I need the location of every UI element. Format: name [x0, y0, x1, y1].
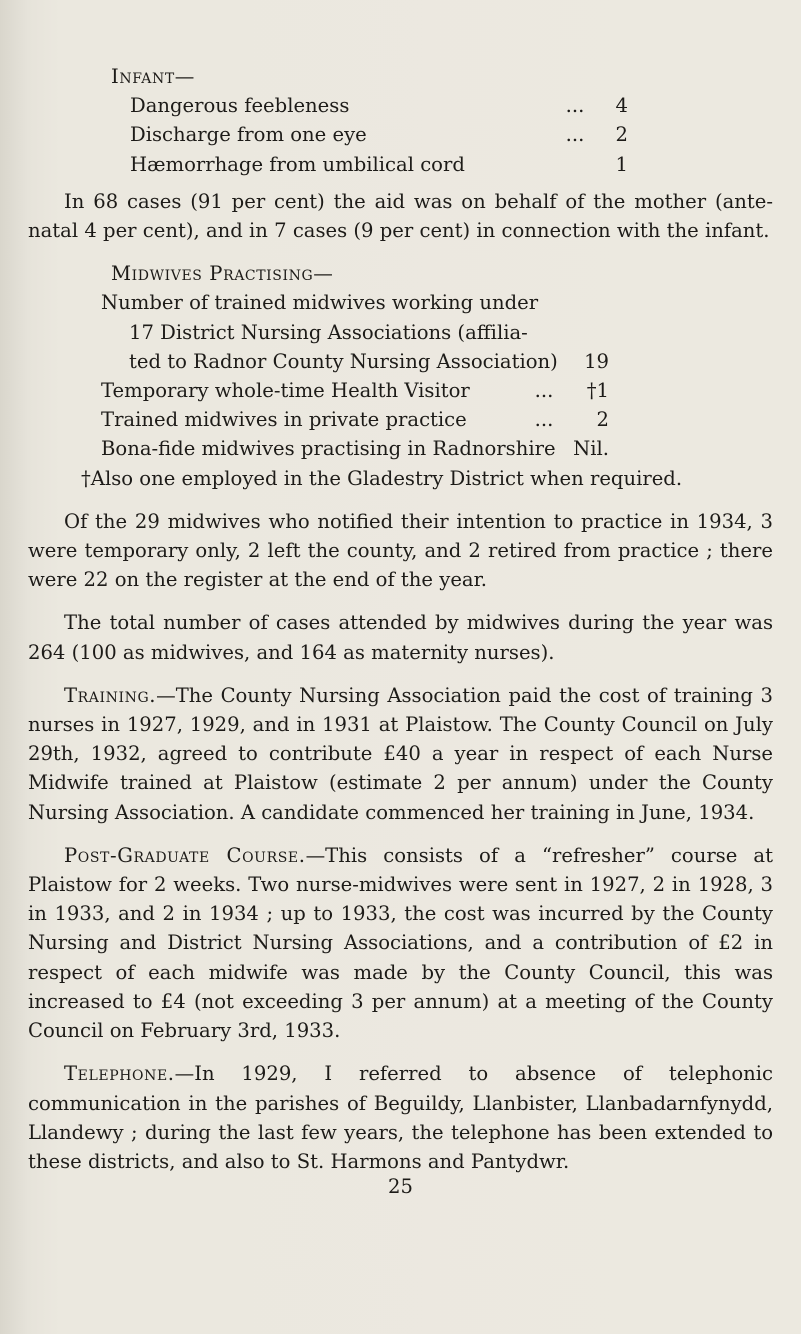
- midwives-footnote: †Also one employed in the Gladestry District when required.: [81, 466, 683, 490]
- training-text: —The County Nursing Association paid the cost of training 3 nurses in 1927, 1929, and in 1931 at Plaistow. The County Council on July 29th, 1932, agreed to contribute £40 a year in respect of each Nurse Midwife trained at Plaistow (estimate 2 per annum) under the County Nursing Association. A candidate commenced her training in June, 1934.: [28, 683, 773, 824]
- telephone-heading: Telephone.: [64, 1062, 175, 1086]
- item-label: Temporary whole-time Health Visitor: [101, 379, 470, 403]
- item-label: ted to Radnor County Nursing Association): [129, 349, 558, 373]
- item-dots: ...: [565, 123, 585, 147]
- midwives-item: [101, 347, 609, 376]
- item-value: 2: [596, 408, 609, 432]
- item-dots: ...: [565, 94, 585, 118]
- total-cases-paragraph: The total number of cases attended by midwives during the year was 264 (100 as midwives, and 164 as maternity nurses).: [28, 611, 773, 664]
- item-value: 1: [615, 152, 628, 176]
- training-heading: Training.: [64, 683, 157, 707]
- item-label: Trained midwives in private practice: [101, 408, 467, 432]
- item-dots: [550, 150, 600, 179]
- infant-heading: Infant—: [111, 65, 195, 88]
- page-content: [28, 62, 773, 1201]
- telephone-paragraph: [28, 1059, 773, 1176]
- midwives-item: [101, 376, 609, 405]
- infant-list: [130, 91, 628, 179]
- item-label: Hæmorrhage from umbilical cord: [130, 152, 465, 176]
- infant-item: [130, 91, 628, 120]
- postgrad-text: —This consists of a “refresher” course at Plaistow for 2 weeks. Two nurse-midwives were sent in 1927, 2 in 1928, 3 in 1933, and 2 in 1934 ; up to 1933, the cost was incurred by the County Nursing and District Nursing Associations, and a contribution of £2 in respect of each midwife was made by the County Council, this was increased to £4 (not exceeding 3 per annum) at a meeting of the County Council on February 3rd, 1933.: [28, 843, 773, 1043]
- midwives-item-line: 17 District Nursing Associations (affilia-: [129, 320, 528, 344]
- postgrad-heading: Post-Graduate Course.: [64, 843, 306, 867]
- item-label: Discharge from one eye: [130, 123, 367, 147]
- midwives-list: [101, 288, 609, 463]
- item-label: Dangerous feebleness: [130, 94, 350, 118]
- item-value: 19: [584, 349, 609, 373]
- midwives-item-line: Number of trained midwives working under: [101, 291, 539, 315]
- telephone-text: —In 1929, I referred to absence of telephonic communication in the parishes of Beguildy, Llanbister, Llanbadarnfynydd, Llandewy ; during the last few years, the telephone has been extended to these districts, and also to St. Harmons and Pantydwr.: [28, 1062, 773, 1173]
- page-number: 25: [388, 1175, 413, 1199]
- item-value: †1: [586, 379, 609, 403]
- item-dots: ...: [534, 408, 554, 432]
- notified-paragraph: Of the 29 midwives who notified their intention to practice in 1934, 3 were temporary only, 2 left the county, and 2 retired from practice ; there were 22 on the register at the end of the year.: [28, 509, 773, 592]
- postgrad-paragraph: [28, 841, 773, 1045]
- item-dots: ...: [534, 379, 554, 403]
- midwives-heading: Midwives Practising—: [111, 262, 334, 286]
- item-dots: [556, 434, 574, 463]
- infant-item: [130, 150, 628, 179]
- midwives-item: [101, 434, 609, 463]
- midwives-item: [101, 405, 609, 434]
- item-value: 4: [615, 94, 628, 118]
- item-label: Bona-fide midwives practising in Radnorshire: [101, 437, 556, 461]
- item-value: Nil.: [573, 437, 609, 461]
- aid-paragraph: In 68 cases (91 per cent) the aid was on behalf of the mother (ante-natal 4 per cent), and in 7 cases (9 per cent) in connection with the infant.: [28, 189, 773, 243]
- training-paragraph: [28, 681, 773, 827]
- infant-item: [130, 120, 628, 149]
- item-value: 2: [615, 123, 628, 147]
